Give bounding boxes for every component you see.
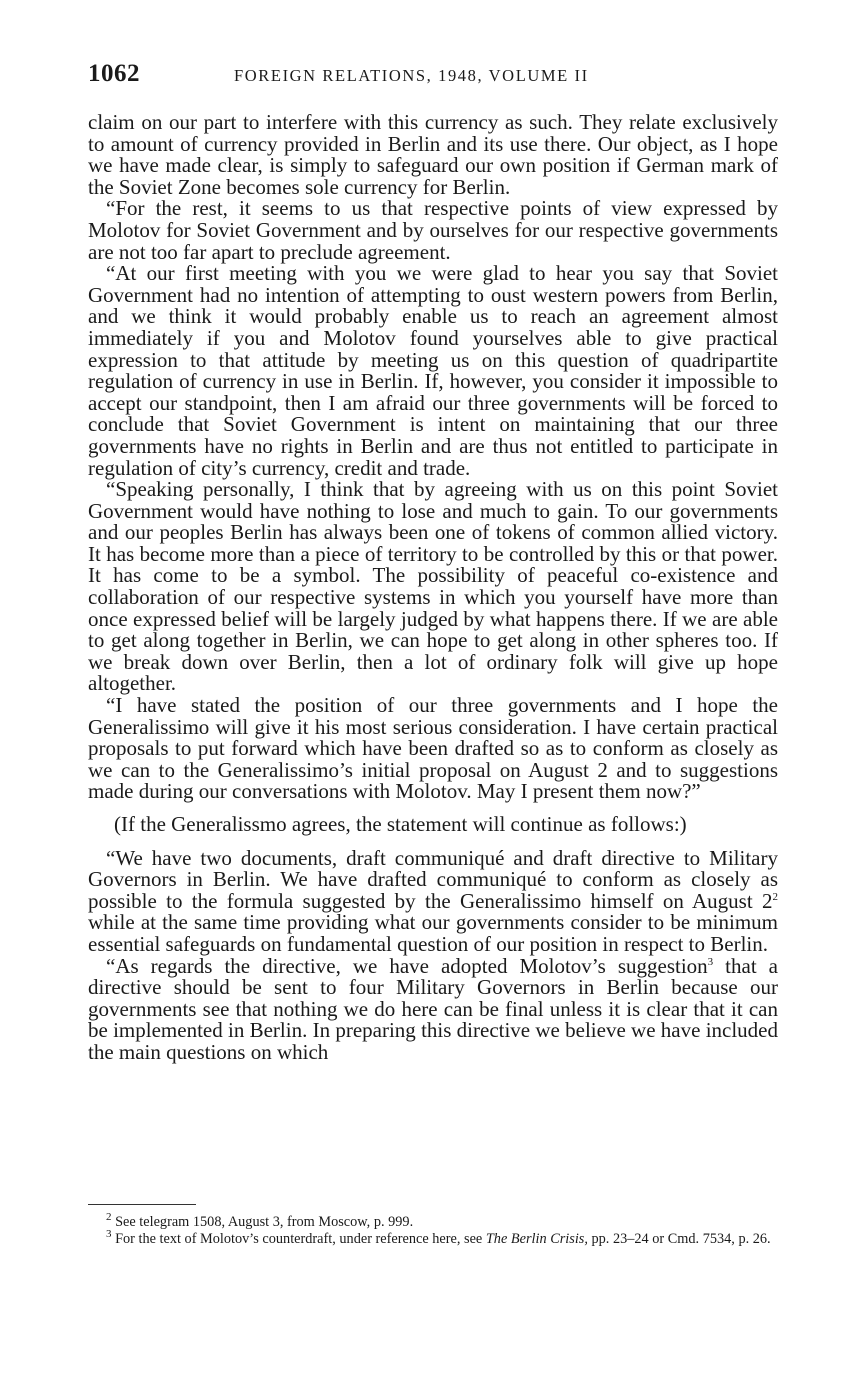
paragraph: “At our first meeting with you we were glad to hear you say that Soviet Government had no intention of attempting to oust western powers from Berlin, and we think it would probably enable us to reach an agreement almost immediately if you and Molotov found yourselves able to give practical expression to that attitude by meeting us on this question of quadripartite regulation of currency in use in Berlin. If, however, you consider it impossible to accept our standpoint, then I am afraid our three governments will be forced to conclude that Soviet Government is intent on maintaining that our three governments have no rights in Berlin and are thus not entitled to participate in regulation of city’s currency, credit and trade.: [88, 261, 778, 480]
footnotes: [78, 1211, 778, 1248]
paragraph: [88, 953, 778, 1064]
body-text: [88, 112, 778, 1064]
paragraph: [88, 845, 778, 956]
paragraph: “Speaking personally, I think that by agreeing with us on this point Soviet Government would have nothing to lose and much to gain. To our governments and our peoples Berlin has always been one of tokens of common allied victory. It has become more than a piece of territory to be controlled by this or that power. It has come to be a symbol. The possibility of peaceful co-existence and collaboration of our respective systems in which you yourself have more than once expressed belief will be largely judged by what happens there. If we are able to get along together in Berlin, we can hope to get along in other spheres too. If we break down over Berlin, then a lot of ordinary folk will give up hope altogether.: [88, 477, 778, 696]
footnote-title: The Berlin Crisis,: [485, 1231, 588, 1248]
parenthetical-note: (If the Generalissmo agrees, the statement will continue as follows:): [114, 812, 687, 836]
footnote-ref: 3: [707, 955, 714, 968]
page-number: 1062: [88, 60, 140, 87]
paragraph-text: “As regards the directive, we have adopted Molotov’s suggestion: [106, 953, 708, 978]
footnote-marker: 3: [106, 1228, 112, 1241]
running-head: FOREIGN RELATIONS, 1948, VOLUME II: [234, 66, 589, 85]
footnote-divider: [88, 1204, 196, 1205]
footnote-text: See telegram 1508, August 3, from Moscow, p. 999.: [111, 1214, 414, 1230]
paragraph-text: “We have two documents, draft communiqué and draft directive to Military Governors in Berlin. We have drafted communiqué to conform as closely as possible to the formula suggested by the Generalissimo himself on August 2: [88, 845, 778, 913]
paragraph: “For the rest, it seems to us that respective points of view expressed by Molotov for Soviet Government and by ourselves for our respective governments are not too far apart to preclude agreement.: [88, 196, 778, 264]
footnote-text: For the text of Molotov’s counterdraft, under reference here, see: [111, 1231, 486, 1248]
footnote-text: pp. 23–24 or Cmd. 7534, p. 26.: [587, 1231, 771, 1248]
footnote-marker: 2: [106, 1211, 112, 1224]
paragraph: “I have stated the position of our three governments and I hope the Generalissimo will give it his most serious consideration. I have certain practical proposals to put forward which have been drafted so as to conform as closely as we can to the Generalissimo’s initial proposal on August 2 and to suggestions made during our conversations with Molotov. May I present them now?”: [88, 693, 778, 804]
paragraph-continuation: claim on our part to interfere with this currency as such. They relate exclusively to amount of currency provided in Berlin and its use there. Our object, as I hope we have made clear, is simply to safeguard our own position if German mark of the Soviet Zone becomes sole currency for Berlin.: [88, 110, 778, 199]
paragraph-text: that a directive should be sent to four Military Governors in Berlin because our governments see that nothing we do here can be final unless it is clear that it can be implemented in Berlin. In preparing this directive we believe we have included the main questions on which: [88, 953, 778, 1064]
footnote: [78, 1228, 778, 1248]
footnote-ref: 2: [772, 890, 778, 903]
paragraph-text: while at the same time providing what our governments consider to be minimum essential safeguards on fundamental question of our position in respect to Berlin.: [88, 910, 778, 956]
footnote: [78, 1211, 778, 1231]
page-header: [88, 60, 778, 94]
